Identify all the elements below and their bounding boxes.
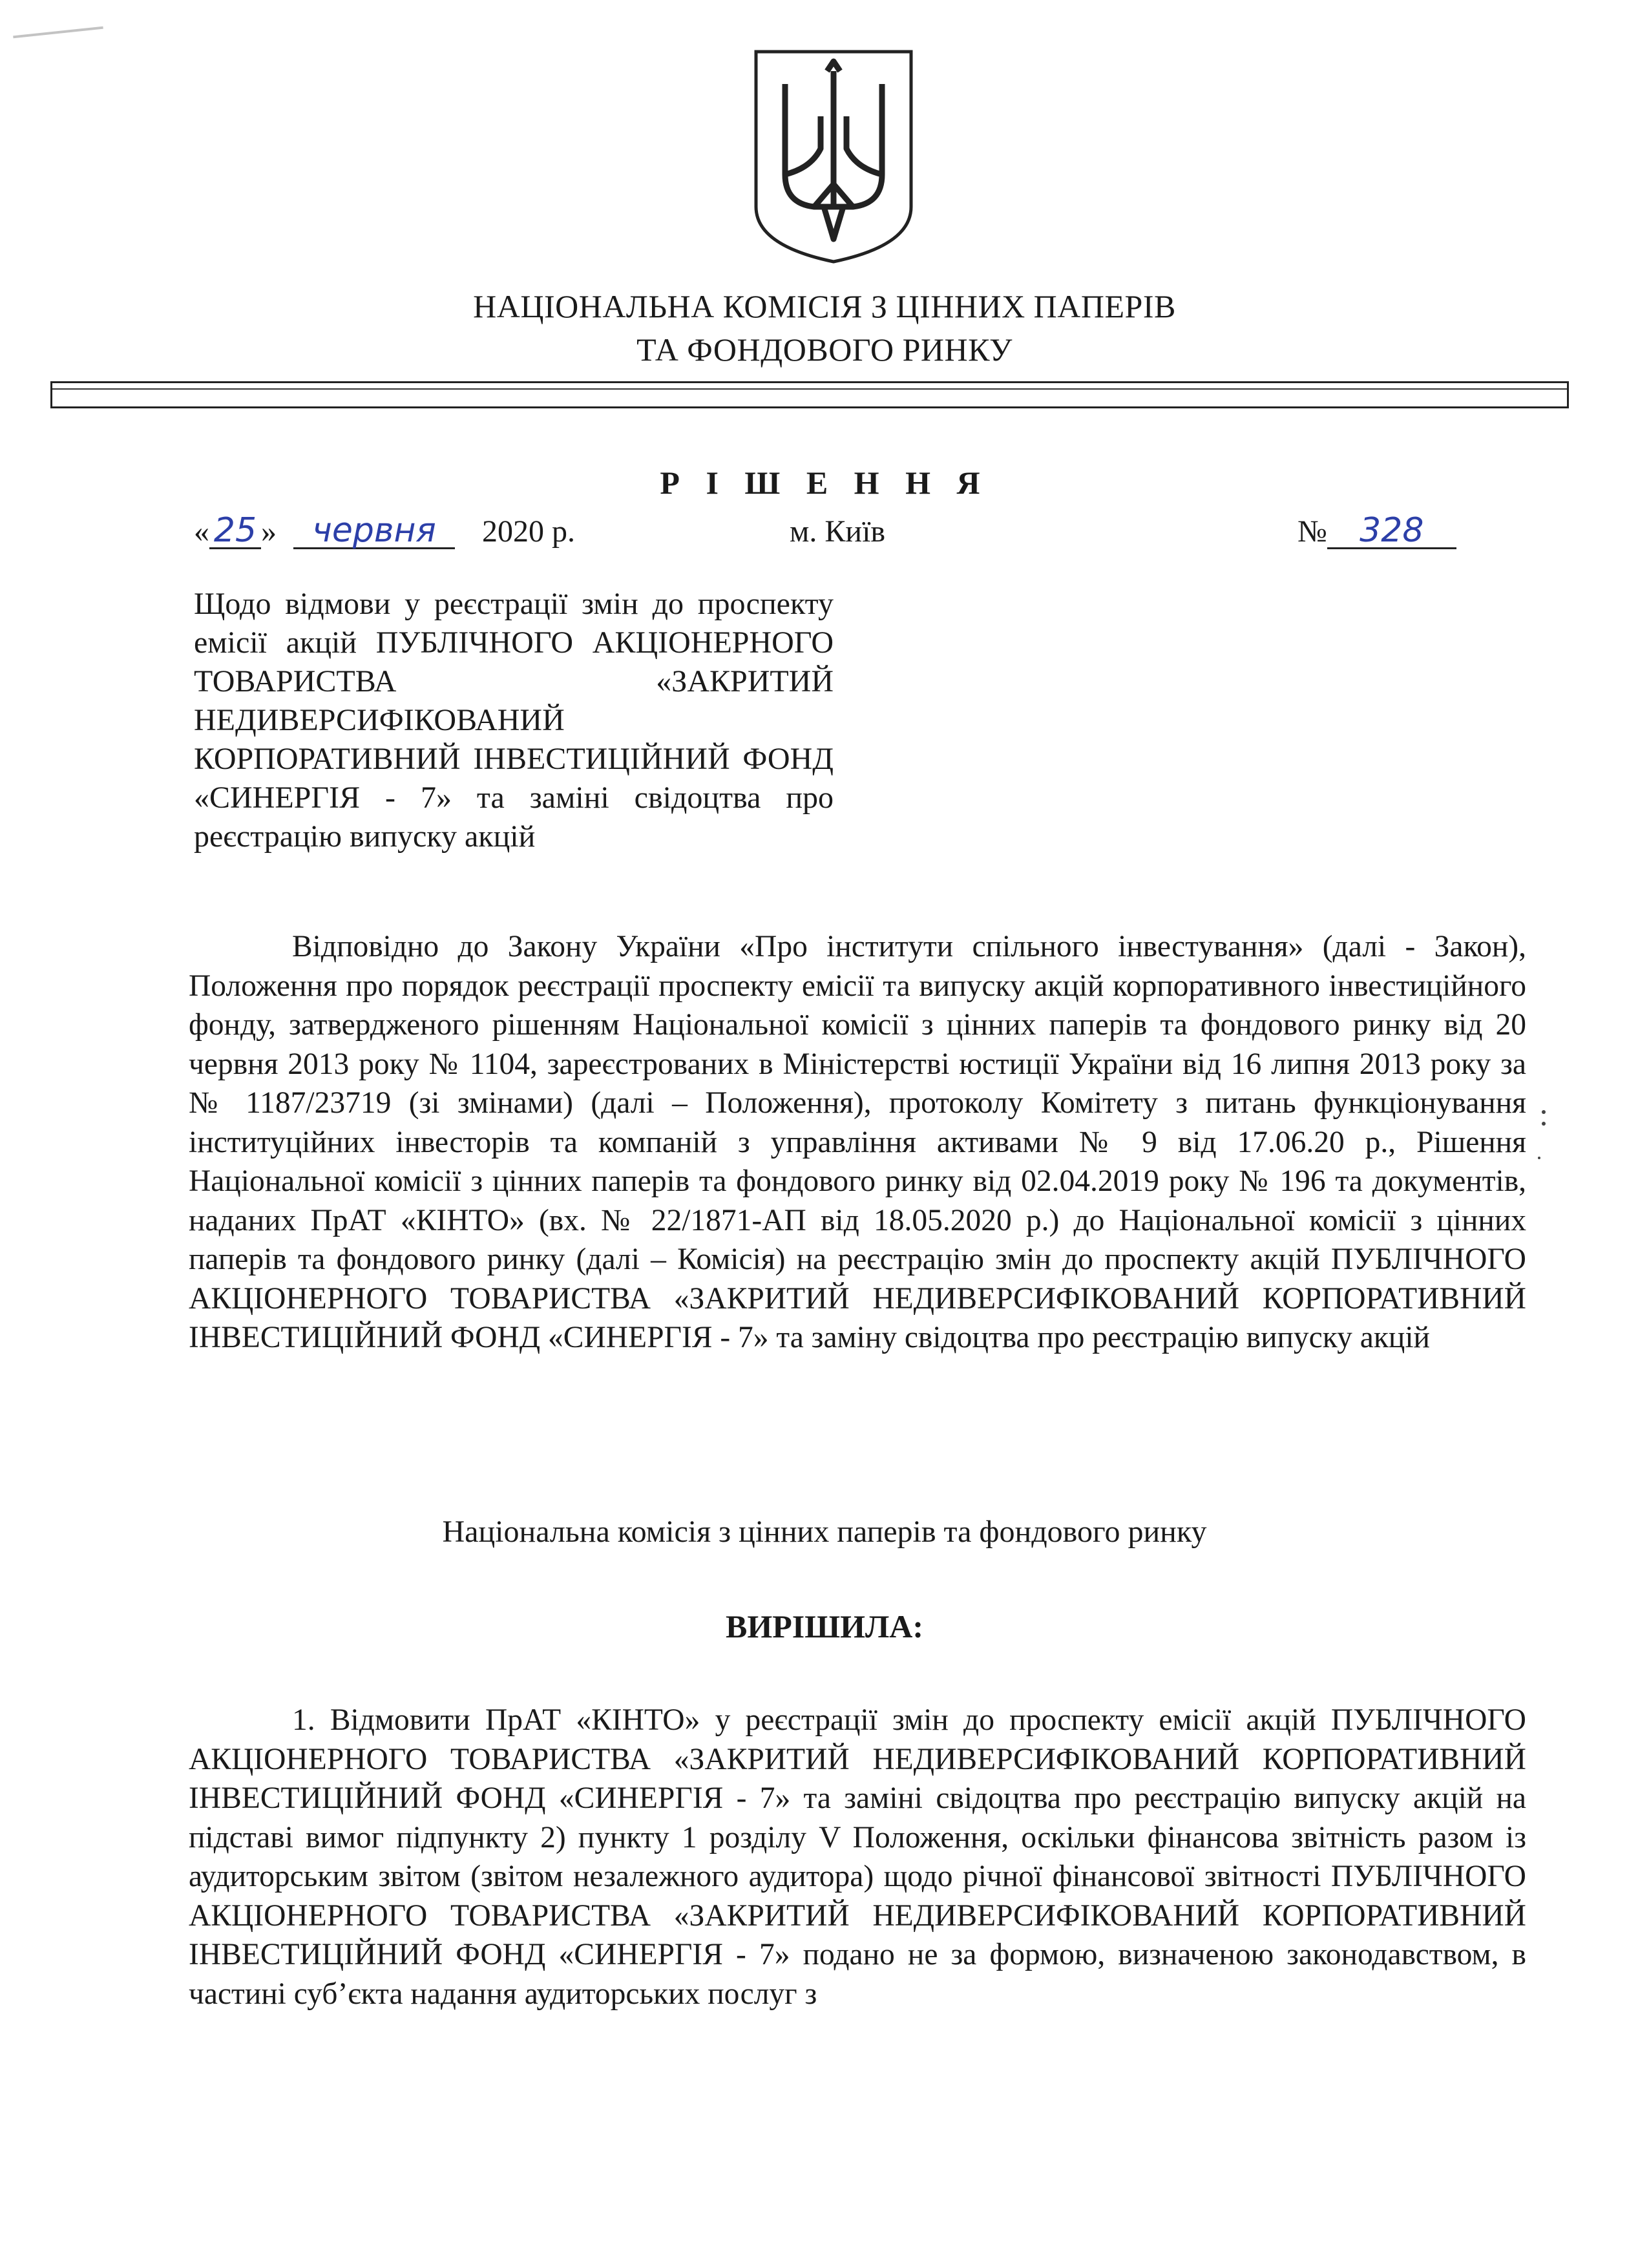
number-value: 328 [1327, 514, 1456, 549]
document-subject: Щодо відмови у реєстрації змін до проспекту емісії акцій ПУБЛІЧНОГО АКЦІОНЕРНОГО ТОВАРИСТВА «ЗАКРИТИЙ НЕДИВЕРСИФІКОВАНИЙ КОРПОРАТИВНИЙ ІНВЕСТИЦІЙНИЙ ФОНД «СИНЕРГІЯ - 7» та заміні свідоцтва про реєстрацію випуску акцій [194, 587, 834, 854]
decided-heading: ВИРІШИЛА: [725, 1608, 924, 1644]
scan-speck [1542, 1110, 1546, 1114]
date-open-quote: « [194, 514, 209, 549]
document-date [194, 511, 575, 550]
date-year: 2020 р. [482, 514, 575, 549]
document-number [1297, 511, 1456, 550]
scan-artifact [13, 26, 103, 39]
organization-name-line-2: ТА ФОНДОВОГО РИНКУ [636, 331, 1013, 368]
organization-name-line-1: НАЦІОНАЛЬНА КОМІСІЯ З ЦІННИХ ПАПЕРІВ [473, 288, 1176, 324]
header-divider [50, 381, 1569, 408]
number-label: № [1297, 514, 1327, 549]
decision-item-1: 1. Відмовити ПрАТ «КІНТО» у реєстрації змін до проспекту емісії акцій ПУБЛІЧНОГО АКЦІОНЕРНОГО ТОВАРИСТВА «ЗАКРИТИЙ НЕДИВЕРСИФІКОВАНИЙ КОРПОРАТИВНИЙ ІНВЕСТИЦІЙНИЙ ФОНД «СИНЕРГІЯ - 7» та заміні свідоцтва про реєстрацію випуску акцій на підставі вимог підпункту 2) пункту 1 розділу V Положення, оскільки фінансова звітність разом із аудиторським звітом (звітом незалежного аудитора) щодо річної фінансової звітності ПУБЛІЧНОГО АКЦІОНЕРНОГО ТОВАРИСТВА «ЗАКРИТИЙ НЕДИВЕРСИФІКОВАНИЙ КОРПОРАТИВНИЙ ІНВЕСТИЦІЙНИЙ ФОНД «СИНЕРГІЯ - 7» подано не за формою, визначеною законодавством, в частині суб’єкта надання аудиторських послуг з [189, 1703, 1526, 2011]
document-city: м. Київ [790, 514, 886, 549]
date-month: червня [293, 514, 455, 549]
document-type-title: Р І Ш Е Н Н Я [660, 465, 989, 501]
date-close-quote: » [261, 514, 277, 549]
scan-speck [1538, 1157, 1540, 1159]
preamble-paragraph: Відповідно до Закону України «Про інститути спільного інвестування» (далі - Закон), Положення про порядок реєстрації проспекту емісії та випуску акцій корпоративного інвестиційного фонду, затвердженого рішенням Національної комісії з цінних паперів та фондового ринку від 20 червня 2013 року № 1104, зареєстрованих в Міністерстві юстиції України від 16 липня 2013 року за № 1187/23719 (зі змінами) (далі – Положення), протоколу Комітету з питань функціонування інституційних інвесторів та компаній з управління активами № 9 від 17.06.20 р., Рішення Національної комісії з цінних паперів та фондового ринку від 02.04.2019 року № 196 та документів, наданих ПрАТ «КІНТО» (вх. № 22/1871-АП від 18.05.2020 р.) до Національної комісії з цінних паперів та фондового ринку (далі – Комісія) на реєстрацію змін до проспекту акцій ПУБЛІЧНОГО АКЦІОНЕРНОГО ТОВАРИСТВА «ЗАКРИТИЙ НЕДИВЕРСИФІКОВАНИЙ КОРПОРАТИВНИЙ ІНВЕСТИЦІЙНИЙ ФОНД «СИНЕРГІЯ - 7» та заміну свідоцтва про реєстрацію випуску акцій [189, 930, 1526, 1354]
commission-line: Національна комісія з цінних паперів та фондового ринку [442, 1515, 1207, 1549]
date-day: 25 [209, 514, 261, 549]
scan-speck [1542, 1122, 1546, 1126]
coat-of-arms-icon [750, 45, 918, 265]
